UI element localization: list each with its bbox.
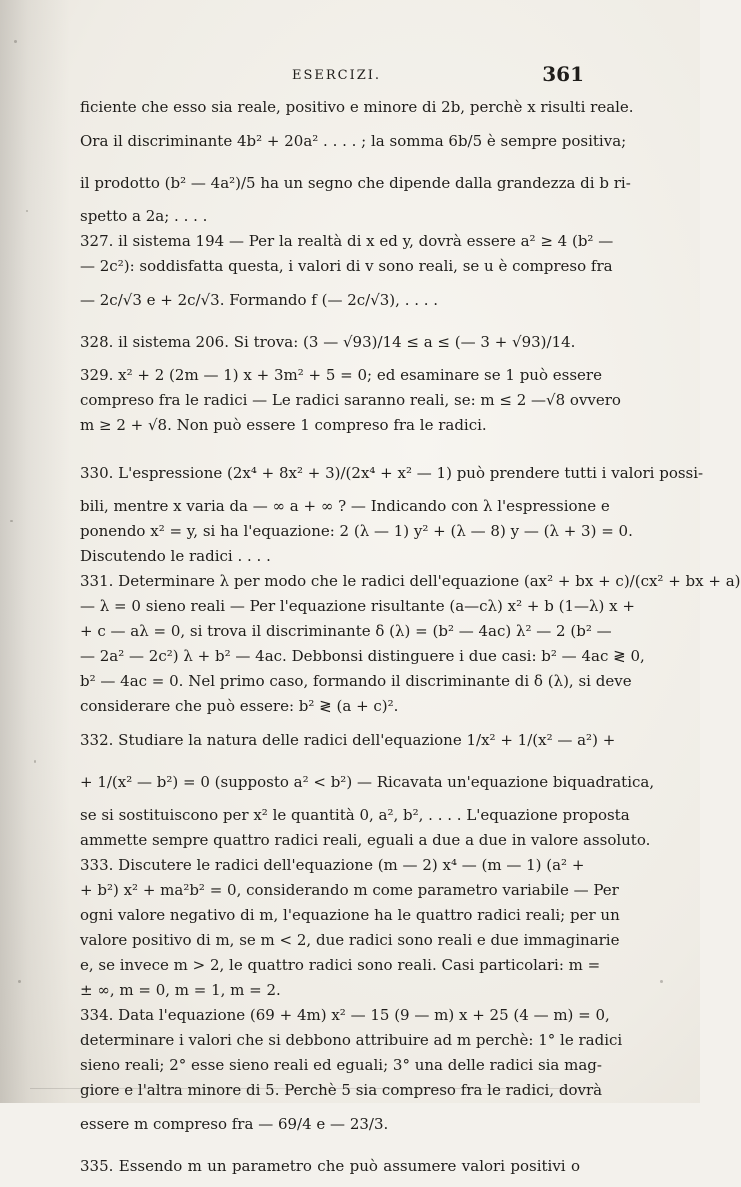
text-line: e, se invece m > 2, le quattro radici sono reali. Casi particolari: m = <box>80 956 601 974</box>
text-line: il prodotto (b² — 4a²)/5 ha un segno che dipende dalla grandezza di b ri- <box>80 174 631 192</box>
text-line: Ora il discriminante 4b² + 20a² . . . . ; la somma 6b/5 è sempre positiva; <box>80 132 627 150</box>
scan-edge-shadow <box>0 0 70 1103</box>
exercise-327-line: 327. il sistema 194 — Per la realtà di x ed y, dovrà essere a² ≥ 4 (b² — <box>80 232 614 250</box>
exercise-332-line: 332. Studiare la natura delle radici dell'equazione 1/x² + 1/(x² — a²) + <box>80 731 616 749</box>
exercise-334-line: 334. Data l'equazione (69 + 4m) x² — 15 (9 — m) x + 25 (4 — m) = 0, <box>80 1006 610 1024</box>
exercise-335-line: 335. Essendo m un parametro che può assumere valori positivi o <box>80 1157 580 1175</box>
scan-speck <box>18 980 21 983</box>
text-line: determinare i valori che si debbono attribuire ad m perchè: 1° le radici <box>80 1031 623 1049</box>
scan-speck <box>34 760 36 763</box>
scan-speck <box>26 210 28 212</box>
text-line: ammette sempre quattro radici reali, eguali a due a due in valore assoluto. <box>80 831 651 849</box>
text-line: — λ = 0 sieno reali — Per l'equazione risultante (a—cλ) x² + b (1—λ) x + <box>80 597 635 615</box>
page-bottom-edge <box>30 1088 590 1089</box>
text-line: + b²) x² + ma²b² = 0, considerando m come parametro variabile — Per <box>80 881 619 899</box>
exercise-328-line: 328. il sistema 206. Si trova: (3 — √93)/14 ≤ a ≤ (— 3 + √93)/14. <box>80 333 576 351</box>
page-number: 361 <box>542 62 584 86</box>
text-line: se si sostituiscono per x² le quantità 0, a², b², . . . . L'equazione proposta <box>80 806 630 824</box>
text-line: Discutendo le radici . . . . <box>80 547 271 565</box>
scan-speck <box>10 520 13 522</box>
text-line: considerare che può essere: b² ≷ (a + c)². <box>80 697 399 715</box>
page-header <box>80 62 584 92</box>
text-line: bili, mentre x varia da — ∞ a + ∞ ? — Indicando con λ l'espressione e <box>80 497 610 515</box>
text-line: + c — aλ = 0, si trova il discriminante δ (λ) = (b² — 4ac) λ² — 2 (b² — <box>80 622 612 640</box>
text-line: — 2c/√3 e + 2c/√3. Formando f (— 2c/√3), . . . . <box>80 291 439 309</box>
text-line: ficiente che esso sia reale, positivo e minore di 2b, perchè x risulti reale. <box>80 98 634 116</box>
scan-speck <box>14 40 17 43</box>
paragraph-gap <box>80 438 580 452</box>
text-line: giore e l'altra minore di 5. Perchè 5 sia compreso fra le radici, dovrà <box>80 1081 603 1099</box>
page-body <box>80 95 741 1187</box>
text-line: ± ∞, m = 0, m = 1, m = 2. <box>80 981 281 999</box>
text-line: essere m compreso fra — 69/4 e — 23/3. <box>80 1115 389 1133</box>
text-line: spetto a 2a; . . . . <box>80 207 208 225</box>
exercise-333-line: 333. Discutere le radici dell'equazione (m — 2) x⁴ — (m — 1) (a² + <box>80 856 585 874</box>
scan-speck <box>660 980 663 983</box>
text-line: valore positivo di m, se m < 2, due radici sono reali e due immaginarie <box>80 931 620 949</box>
text-line: b² — 4ac = 0. Nel primo caso, formando il discriminante di δ (λ), si deve <box>80 672 632 690</box>
running-title: ESERCIZI. <box>292 68 382 83</box>
text-line: ogni valore negativo di m, l'equazione ha le quattro radici reali; per un <box>80 906 620 924</box>
text-line: m ≥ 2 + √8. Non può essere 1 compreso fra le radici. <box>80 416 487 434</box>
text-line: sieno reali; 2° esse sieno reali ed eguali; 3° una delle radici sia mag- <box>80 1056 602 1074</box>
text-line: — 2a² — 2c²) λ + b² — 4ac. Debbonsi distinguere i due casi: b² — 4ac ≷ 0, <box>80 647 645 665</box>
exercise-329-line: 329. x² + 2 (2m — 1) x + 3m² + 5 = 0; ed esaminare se 1 può essere <box>80 366 602 384</box>
text-line: + 1/(x² — b²) = 0 (supposto a² < b²) — Ricavata un'equazione biquadratica, <box>80 773 655 791</box>
text-line: compreso fra le radici — Le radici saranno reali, se: m ≤ 2 —√8 ovvero <box>80 391 621 409</box>
exercise-331-line: 331. Determinare λ per modo che le radici dell'equazione (ax² + bx + c)/(cx² + bx + a) <box>80 572 741 590</box>
text-line: — 2c²): soddisfatta questa, i valori di v sono reali, se u è compreso fra <box>80 257 613 275</box>
exercise-330-line: 330. L'espressione (2x⁴ + 8x² + 3)/(2x⁴ + x² — 1) può prendere tutti i valori possi- <box>80 464 704 482</box>
text-line: ponendo x² = y, si ha l'equazione: 2 (λ — 1) y² + (λ — 8) y — (λ + 3) = 0. <box>80 522 633 540</box>
